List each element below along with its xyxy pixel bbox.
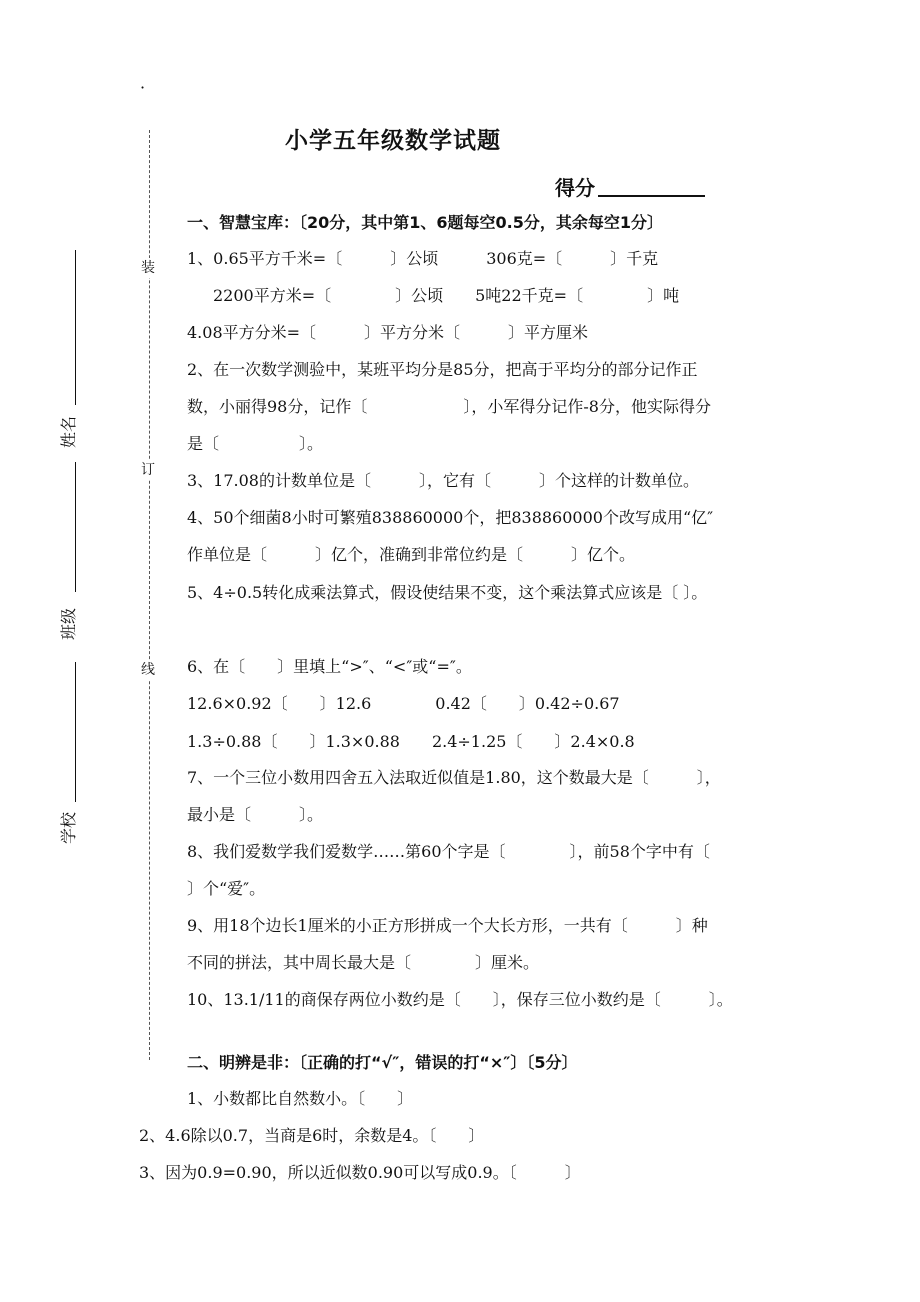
- question-line: 〕个“爱″。: [187, 879, 266, 898]
- page-title: 小学五年级数学试题: [285, 127, 501, 154]
- question-line: 5、4÷0.5转化成乘法算式，假设使结果不变，这个乘法算式应该是〔 〕。: [187, 583, 708, 602]
- score-label: 得分: [555, 176, 595, 200]
- question-line: 4.08平方分米=〔 〕平方分米〔 〕平方厘米: [187, 323, 589, 342]
- question-line: 4、50个细菌8小时可繁殖838860000个，把838860000个改写成用“亿″: [187, 508, 714, 527]
- school-field-line: [75, 662, 76, 802]
- question-line: 2、在一次数学测验中，某班平均分是85分，把高于平均分的部分记作正: [187, 360, 698, 379]
- name-field-line: [75, 250, 76, 405]
- binding-char-xian: 线: [141, 662, 155, 678]
- question-line: 12.6×0.92〔 〕12.6 0.42〔 〕0.42÷0.67: [187, 694, 620, 713]
- school-field-label: 学校: [59, 811, 78, 844]
- question-line: 7、一个三位小数用四舍五入法取近似值是1.80，这个数最大是〔 〕，: [187, 768, 721, 787]
- question-line: 9、用18个边长1厘米的小正方形拼成一个大长方形，一共有〔 〕种: [187, 916, 708, 935]
- binding-char-zhuang: 装: [141, 260, 155, 276]
- question-line: 1.3÷0.88〔 〕1.3×0.88 2.4÷1.25〔 〕2.4×0.8: [187, 732, 635, 751]
- question-line: 不同的拼法，其中周长最大是〔 〕厘米。: [187, 953, 540, 972]
- question-line: 1、小数都比自然数小。〔 〕: [187, 1089, 414, 1108]
- section2-heading: 二、明辨是非：〔正确的打“√″，错误的打“×″〕〔5分〕: [187, 1053, 578, 1072]
- class-field-label: 班级: [59, 607, 78, 640]
- question-line: 3、因为0.9=0.90，所以近似数0.90可以写成0.9。〔 〕: [139, 1163, 581, 1182]
- score-blank: [598, 195, 705, 197]
- section1-heading: 一、智慧宝库：〔20分，其中第1、6题每空0.5分，其余每空1分〕: [187, 213, 664, 232]
- question-line: 2、4.6除以0.7，当商是6时，余数是4。〔 〕: [139, 1126, 485, 1145]
- question-line: 8、我们爱数学我们爱数学……第60个字是〔 〕，前58个字中有〔: [187, 842, 710, 861]
- question-line: 1、0.65平方千米=〔 〕公顷 306克=〔 〕千克: [187, 249, 659, 268]
- page-dot: ·: [140, 78, 146, 97]
- question-line: 6、在〔 〕里填上“>″、“<″或“=″。: [187, 657, 472, 676]
- question-line: 2200平方米=〔 〕公顷 5吨22千克=〔 〕吨: [213, 286, 680, 305]
- question-line: 最小是〔 〕。: [187, 805, 324, 824]
- binding-char-ding: 订: [141, 462, 155, 478]
- class-field-line: [75, 462, 76, 592]
- question-line: 是〔 〕。: [187, 434, 324, 453]
- name-field-label: 姓名: [59, 415, 78, 448]
- question-line: 数，小丽得98分，记作〔 〕，小军得分记作-8分，他实际得分: [187, 397, 711, 416]
- question-line: 作单位是〔 〕亿个，准确到非常位约是〔 〕亿个。: [187, 545, 636, 564]
- question-line: 3、17.08的计数单位是〔 〕，它有〔 〕个这样的计数单位。: [187, 471, 699, 490]
- question-line: 10、13.1/11的商保存两位小数约是〔 〕，保存三位小数约是〔 〕。: [187, 990, 733, 1009]
